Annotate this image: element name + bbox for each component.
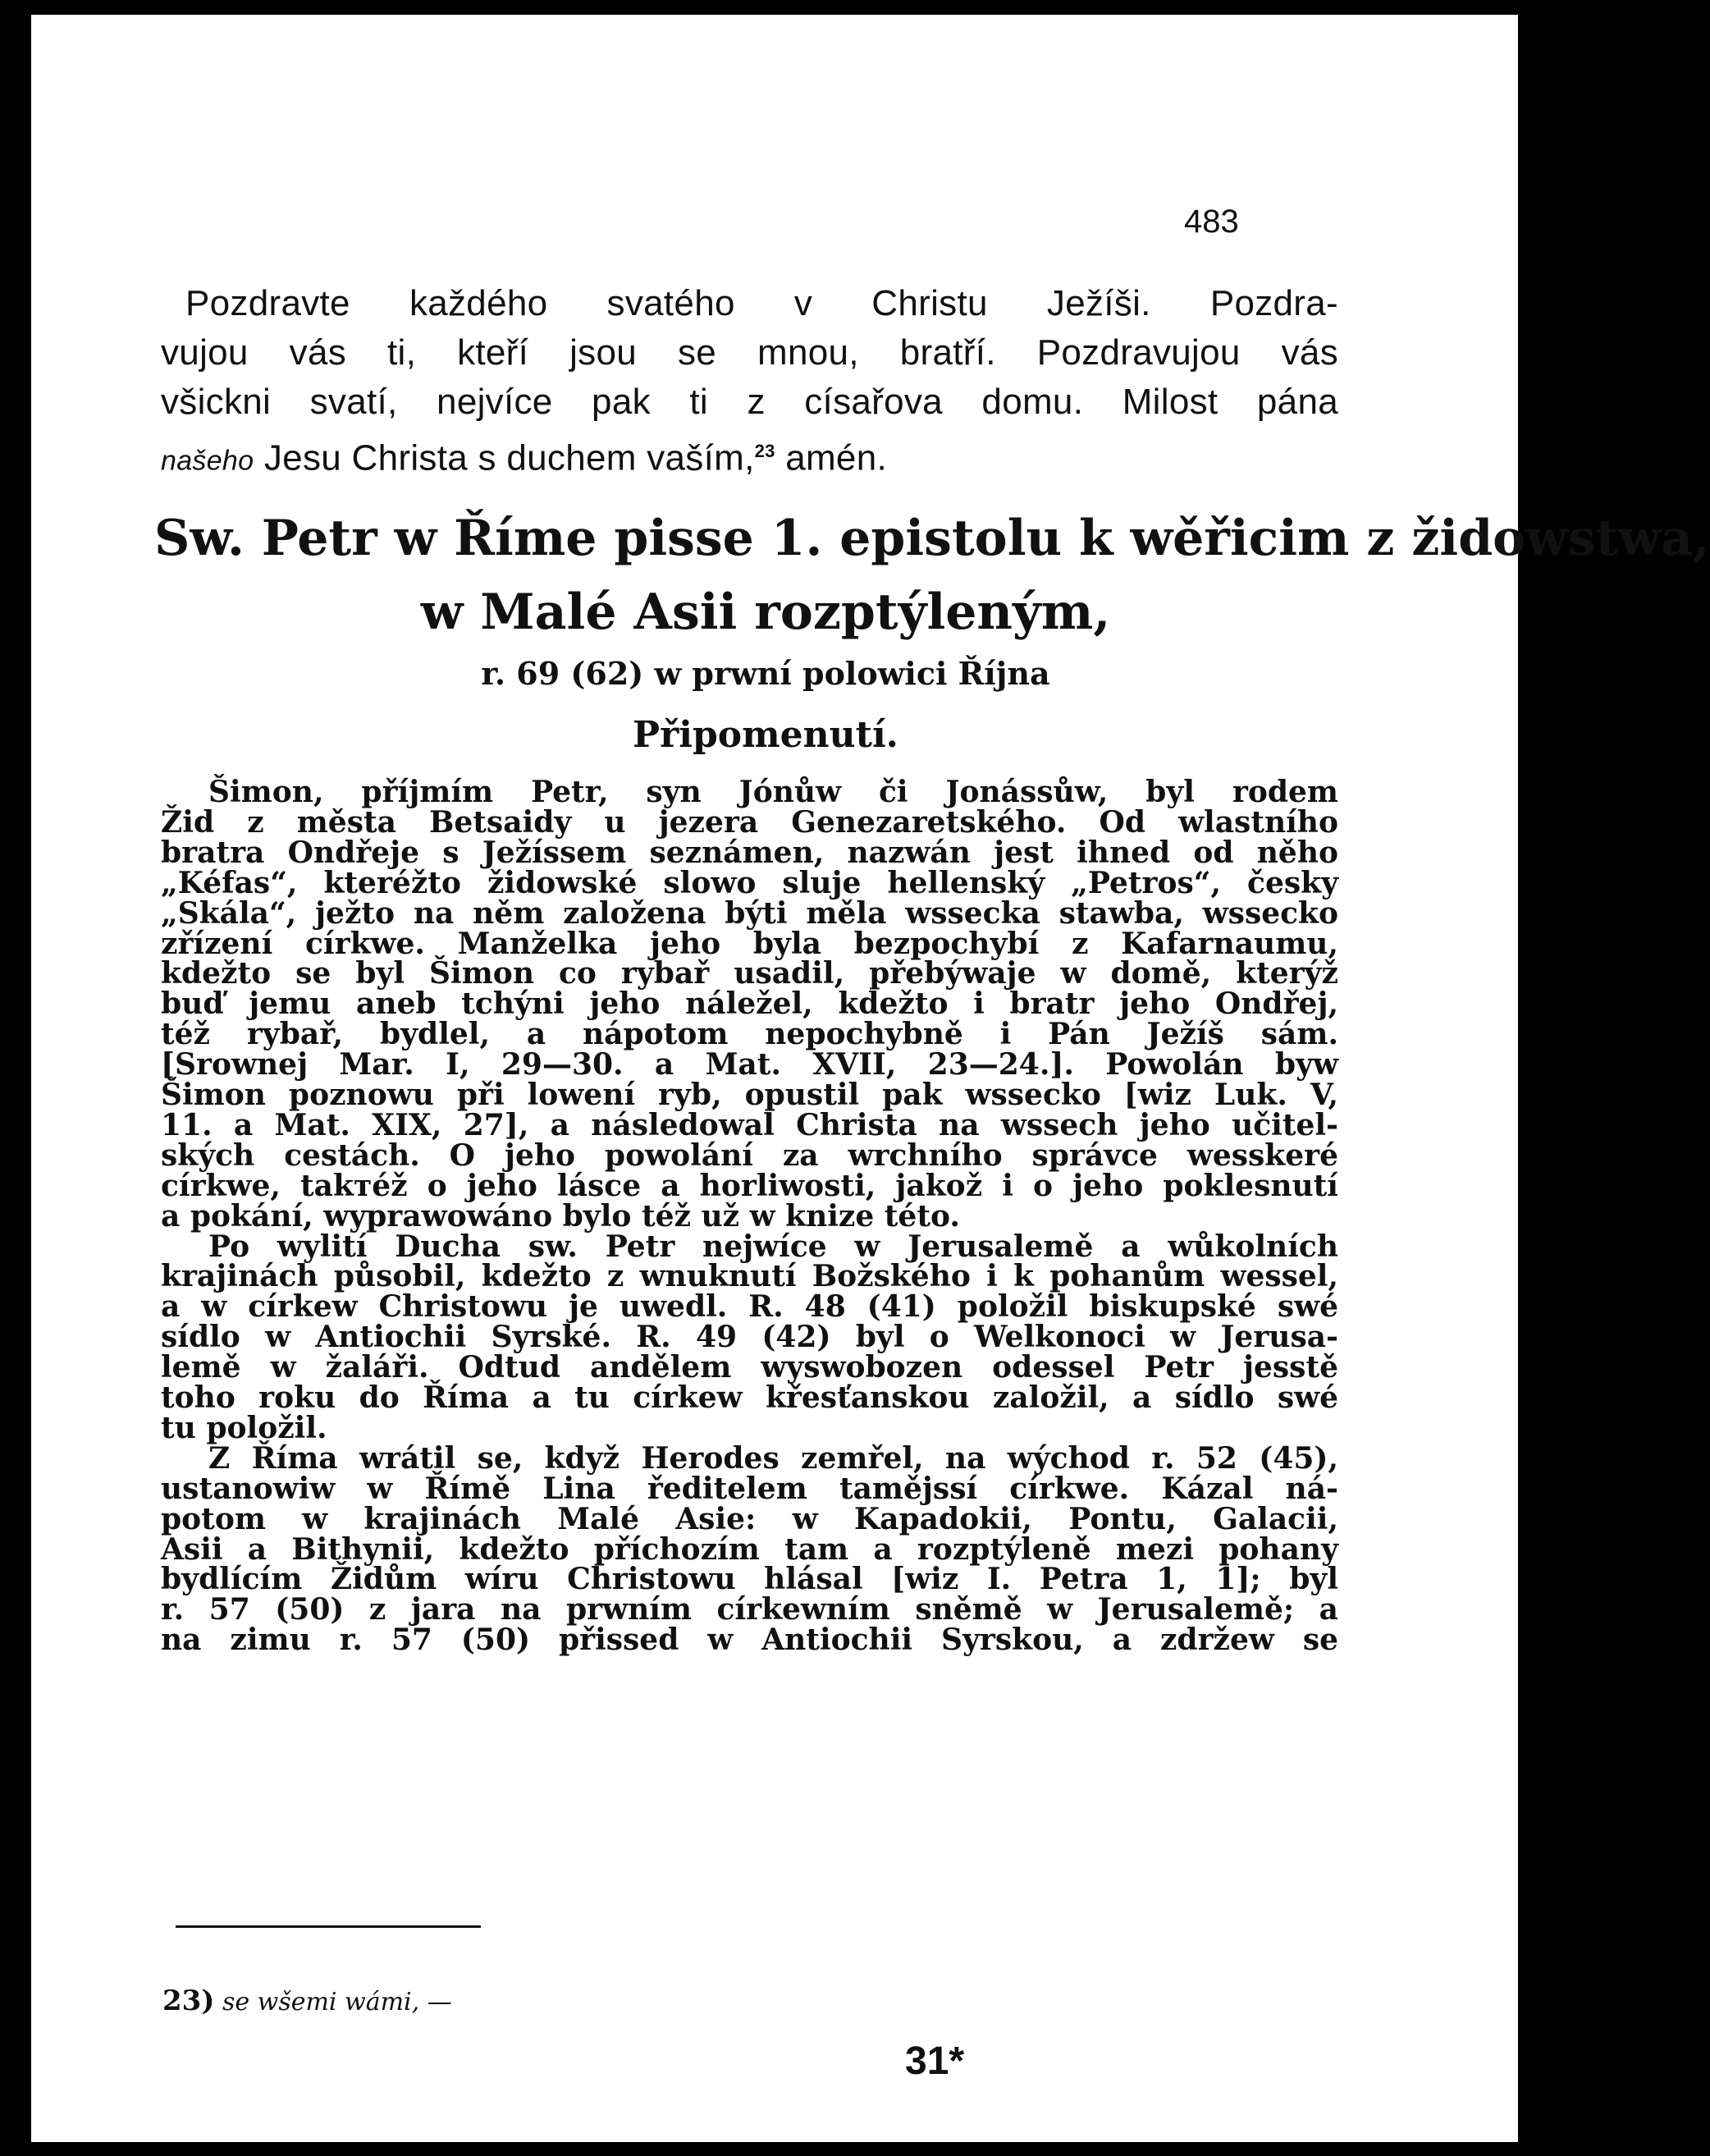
footnote [162, 1984, 452, 2017]
body-line: Šimon poznowu při lowení ryb, opustil pak wssecko [wiz Luk. V, [161, 1078, 1338, 1112]
body-line: krajinách působil, kdežto z wnuknutí Božského i k pohanům wessel, [161, 1259, 1338, 1293]
section-heading: Sw. Petr w Říme pisse 1. epistolu k wěřicim z židowstwa, [154, 510, 1710, 567]
intro-text-after: amén. [775, 437, 888, 478]
body-line: na zimu r. 57 (50) přissed w Antiochii Syrskou, a zdržew se [161, 1623, 1338, 1657]
body-line: potom w krajinách Malé Asie: w Kapadokii, Pontu, Galacii, [161, 1502, 1338, 1536]
intro-text: Jesu Christa s duchem vaším, [254, 437, 755, 478]
intro-line: vujou vás ti, kteří jsou se mnou, bratří. Pozdravujou vás [161, 332, 1338, 373]
page-number: 483 [1184, 204, 1239, 240]
body-line: toho roku do Říma a tu církew křesťanskou založil, a sídlo swé [161, 1380, 1338, 1415]
body-line: Asii a Bithynii, kdežto příchozím tam a rozptýleně mezi pohany [161, 1532, 1338, 1567]
footnote-rule [176, 1925, 481, 1928]
signature-mark: 31* [905, 2039, 965, 2083]
body-line: zřízení církwe. Manželka jeho byla bezpochybí z Kafarnaumu, [161, 927, 1338, 961]
body-line: též rybař, bydlel, a nápotom nepochybně i Pán Ježíš sám. [161, 1017, 1338, 1051]
intro-line: Pozdravte každého svatého v Christu Ježíši. Pozdra- [185, 283, 1338, 323]
body-line: kdežto se byl Šimon co rybař usadil, přebýwaje w domě, kterýž [161, 956, 1338, 991]
intro-line: všickni svatí, nejvíce pak ti z císařova domu. Milost pána [161, 382, 1338, 422]
footnote-reference: 23 [754, 441, 775, 461]
body-line: [Srownej Mar. I, 29—30. a Mat. XVII, 23—24.]. Powolán byw [161, 1047, 1338, 1082]
section-heading-line-2: w Malé Asii rozptýleným, [420, 584, 1111, 641]
body-line: Žid z města Betsaidy u jezera Genezaretského. Od wlastního [161, 805, 1338, 840]
body-line: a w církew Christowu je uwedl. R. 48 (41) položil biskupské swé [161, 1289, 1338, 1324]
body-line: Po wylití Ducha sw. Petr nejwíce w Jerusalemě a wůkolních [208, 1229, 1338, 1264]
body-line: r. 57 (50) z jara na prwním církewním sněmě w Jerusalemě; a [161, 1592, 1338, 1627]
body-line: Šimon, příjmím Petr, syn Jónůw či Jonássůw, byl rodem [208, 775, 1338, 809]
body-line: „Skála“, ježto na něm založena býti měla wssecka stawba, wssecko [161, 896, 1338, 931]
book-page [31, 15, 1710, 2142]
section-date-line: r. 69 (62) w prwní polowici Října [481, 655, 1050, 692]
body-line: ských cestách. O jeho powolání za wrchního správce wesskeré [161, 1138, 1338, 1173]
body-line: bratra Ondřeje s Ježíssem seznámen, nazwán jest ihned od něho [161, 835, 1338, 870]
body-line: lemě w žaláři. Odtud andělem wyswobozen odessel Petr jesstě [161, 1350, 1338, 1385]
body-line: ustanowiw w Římě Lina ředitelem tamějssí církwe. Kázal ná- [161, 1472, 1338, 1506]
body-line: 11. a Mat. XIX, 27], a následowal Christa na wssech jeho učitel- [161, 1108, 1338, 1142]
intro-line-last [161, 427, 887, 476]
footnote-text: se wšemi wámi, — [222, 1988, 452, 2016]
footnote-mark: 23) [162, 1984, 215, 2017]
body-line: „Kéfas“, kteréžto židowské slowo sluje hellenský „Petros“, česky [161, 866, 1338, 900]
body-line: bydlícím Židům wíru Christowu hlásal [wiz I. Petra 1, 1]; byl [161, 1562, 1338, 1596]
subheading: Připomenutí. [633, 714, 898, 756]
italic-word: našeho [161, 445, 254, 477]
body-line: sídlo w Antiochii Syrské. R. 49 (42) byl o Welkonoci w Jerusa- [161, 1320, 1338, 1354]
body-line: Z Říma wrátil se, když Herodes zemřel, na wýchod r. 52 (45), [208, 1441, 1338, 1476]
body-line: a pokání, wyprawowáno bylo též už w knize této. [161, 1199, 960, 1234]
body-line: církwe, takтéž o jeho lásce a horliwosti, jakož i o jeho poklesnutí [161, 1169, 1338, 1203]
body-line: tu položil. [161, 1411, 327, 1445]
body-line: buď jemu aneb tchýni jeho náležel, kdežto i bratr jeho Ondřej, [161, 986, 1338, 1021]
